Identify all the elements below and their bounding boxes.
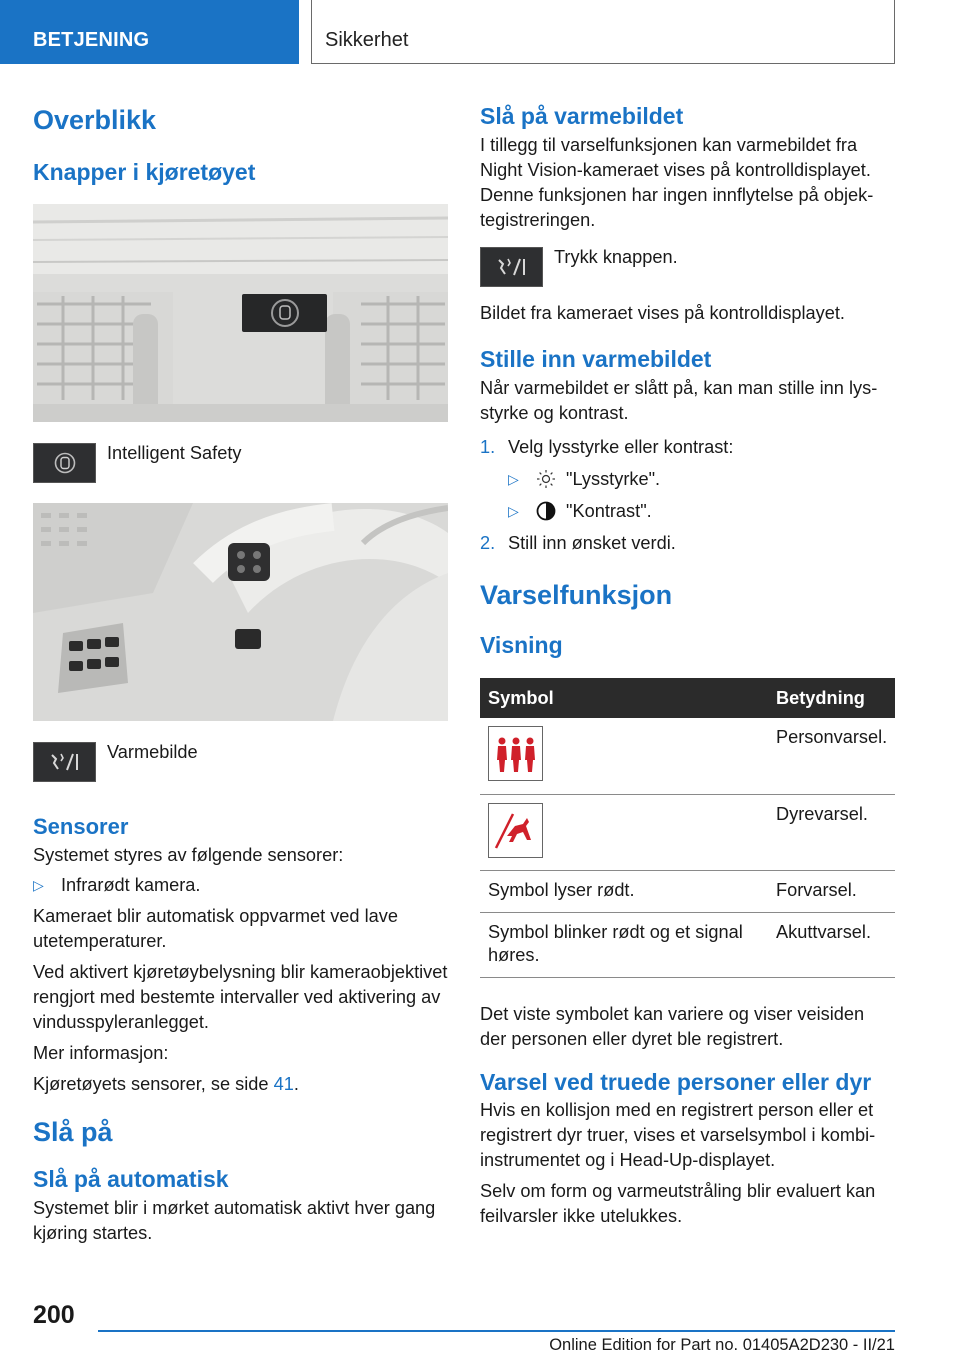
night-vision-button-icon: [33, 742, 96, 782]
adjust-text: Når varmebildet er slått på, kan man stille inn lysstyrke og kontrast.: [480, 377, 878, 423]
option-contrast: [480, 499, 895, 524]
col-symbol: Symbol: [480, 678, 768, 718]
display-heading: Visning: [480, 632, 563, 659]
table-row: [480, 912, 895, 977]
press-button-row: [480, 247, 895, 287]
page-number: 200: [33, 1301, 75, 1329]
bullet-triangle-icon: ▷: [508, 502, 519, 519]
table-cell-meaning: Akuttvarsel.: [768, 912, 895, 977]
table-row: [480, 718, 895, 794]
step-text: Velg lysstyrke eller kontrast:: [508, 436, 734, 457]
footer-divider: [98, 1330, 895, 1332]
thermal-caption: Varmebilde: [107, 742, 198, 763]
person-warning-icon: [488, 726, 543, 781]
night-vision-button-icon: [480, 247, 543, 287]
page-title: Overblikk: [33, 105, 157, 135]
safety-caption: Intelligent Safety: [107, 443, 242, 464]
right-column: [480, 98, 895, 1229]
steering-illustration: [33, 503, 448, 721]
step-number: 2.: [480, 532, 496, 553]
table-row: [480, 870, 895, 912]
threat-text-1: Hvis en kollisjon med en registrert person eller et registrert dyr truer, vises et varselsymbol i kombiinstrumentet og i Head-Up-displayet.: [480, 1100, 876, 1171]
dashboard-illustration: [33, 204, 448, 422]
adjust-heading: Stille inn varmebildet: [480, 345, 712, 372]
press-button-text: Trykk knappen.: [554, 246, 678, 267]
chapter-label: Sikkerhet: [325, 29, 409, 51]
sensor-reference: [33, 1072, 448, 1097]
brightness-icon: [536, 467, 566, 492]
intelligent-safety-button-icon: [33, 443, 96, 483]
table-cell-meaning: Dyrevarsel.: [768, 794, 895, 870]
contrast-label: "Kontrast".: [566, 500, 652, 521]
sensors-heading: Sensorer: [33, 814, 129, 840]
reference-end: .: [293, 1073, 299, 1094]
brightness-label: "Lysstyrke".: [566, 468, 661, 489]
table-cell-symbol: Symbol lyser rødt.: [480, 870, 768, 912]
table-row: [480, 794, 895, 870]
contrast-icon: [536, 499, 566, 524]
page-link-41[interactable]: 41: [273, 1073, 294, 1094]
steering-photo: [33, 503, 448, 721]
step-2: [480, 531, 895, 556]
symbol-table: [480, 678, 895, 978]
table-cell-symbol: [480, 794, 768, 870]
left-column: [33, 98, 448, 1246]
animal-warning-icon: [488, 803, 543, 858]
table-cell-meaning: Forvarsel.: [768, 870, 895, 912]
step-1: [480, 435, 895, 460]
thermal-on-heading: Slå på varmebildet: [480, 103, 684, 129]
bullet-triangle-icon: ▷: [33, 876, 44, 893]
dashboard-photo: [33, 204, 448, 422]
edition-text: Online Edition for Part no. 01405A2D230 - II/21: [549, 1336, 895, 1354]
threat-text-2: Selv om form og varmeutstråling blir evaluert kan feilvarsler ikke utelukkes.: [480, 1181, 876, 1227]
reference-text: Kjøretøyets sensorer, se side: [33, 1073, 274, 1094]
step-text: Still inn ønsket verdi.: [508, 532, 676, 553]
table-cell-symbol: Symbol blinker rødt og et signal høres.: [480, 912, 768, 977]
sensor-paragraph-2: Ved aktivert kjøretøybelysning blir kameraobjektivet rengjort med bestemte intervaller ved aktivering av vindusspyleranlegget.: [33, 961, 448, 1032]
thermal-on-text: I tillegg til varselfunksjonen kan varmebildet fra Night Vision-kameraet vises på kontrolldisplayet. Denne funksjonen har ingen innflytelse på objektegistreringen.: [480, 134, 874, 230]
threat-heading: Varsel ved truede personer eller dyr: [480, 1068, 872, 1095]
sensor-paragraph-1: Kameraet blir automatisk oppvarmet ved lave utetemperaturer.: [33, 905, 398, 951]
table-cell-symbol: [480, 718, 768, 794]
step-number: 1.: [480, 436, 496, 457]
symbol-note: Det viste symbolet kan variere og viser veisiden der personen eller dyret ble registrert.: [480, 1003, 865, 1049]
buttons-heading: Knapper i kjøretøyet: [33, 159, 256, 186]
section-label: BETJENING: [33, 29, 150, 51]
option-brightness: [480, 467, 895, 492]
chapter-tab: [311, 0, 895, 64]
thermal-caption-row: [33, 742, 448, 782]
warning-function-heading: Varselfunksjon: [480, 579, 673, 610]
sensor-item-text: Infrarødt kamera.: [61, 874, 201, 895]
sensor-list-item: [33, 873, 448, 898]
auto-on-text: Systemet blir i mørket automatisk aktivt hver gang kjøring startes.: [33, 1198, 436, 1244]
switch-on-heading: Slå på: [33, 1116, 113, 1147]
table-cell-meaning: Personvarsel.: [768, 718, 895, 794]
more-info-label: Mer informasjon:: [33, 1042, 169, 1063]
col-meaning: Betydning: [768, 678, 895, 718]
safety-caption-row: [33, 443, 448, 483]
image-shown-text: Bildet fra kameraet vises på kontrolldisplayet.: [480, 302, 845, 323]
sensors-intro: Systemet styres av følgende sensorer:: [33, 844, 344, 865]
bullet-triangle-icon: ▷: [508, 470, 519, 487]
section-tab: [0, 0, 299, 64]
auto-on-heading: Slå på automatisk: [33, 1166, 229, 1193]
